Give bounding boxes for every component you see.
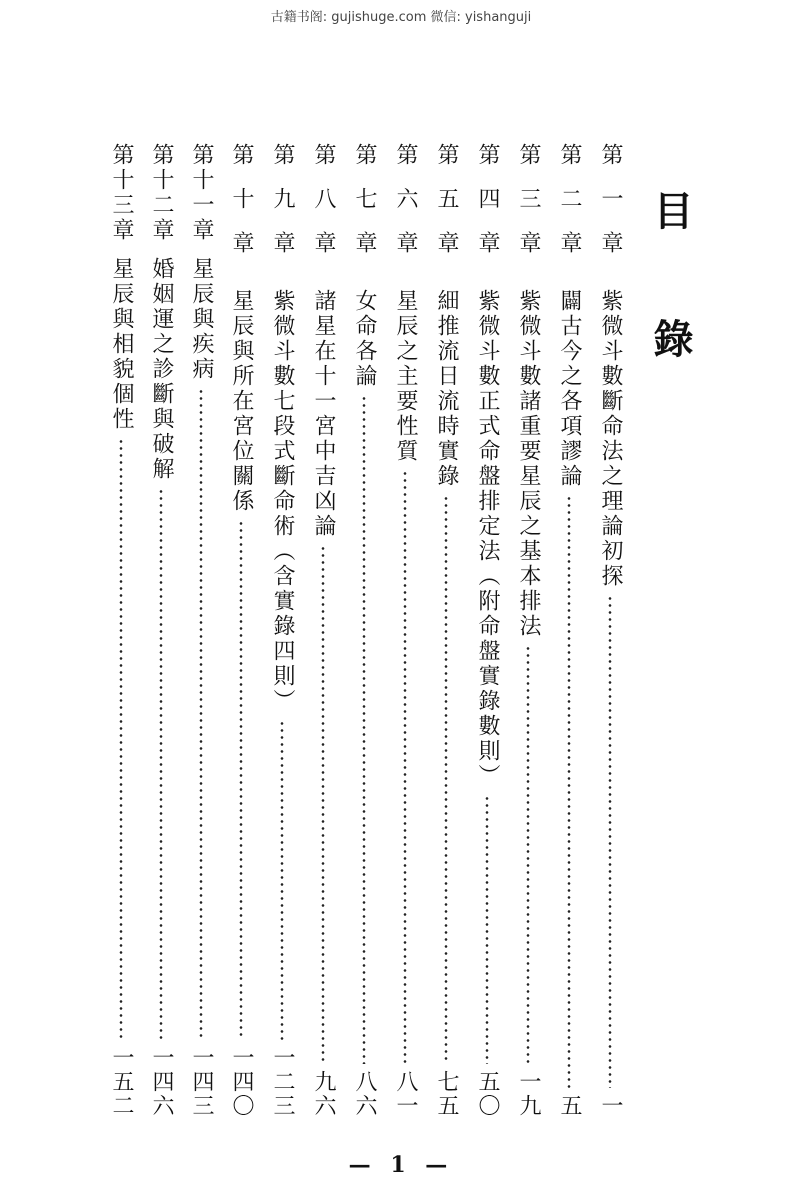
chapter-label: 第四章	[475, 143, 500, 275]
chapter-label: 第五章	[434, 143, 459, 275]
chapter-label: 第十一章	[189, 143, 214, 243]
chapter-title: 星辰之主要性質	[393, 289, 418, 464]
toc-entry	[595, 143, 625, 1118]
page-number: 五〇	[475, 1070, 500, 1118]
chapter-label: 第十章	[229, 143, 254, 275]
chapter-title: 紫微斗數七段式斷命術（含實錄四則）	[270, 289, 295, 714]
chapter-title: 星辰與疾病	[189, 257, 214, 382]
chapter-title: 星辰與相貌個性	[109, 257, 134, 432]
toc-entry	[472, 143, 502, 1118]
dot-leader	[119, 438, 123, 1040]
dot-leader	[608, 595, 612, 1088]
toc-entry	[267, 143, 297, 1118]
chapter-title: 紫微斗數正式命盤排定法（附命盤實錄數則）	[475, 289, 500, 789]
toc-entry	[186, 143, 216, 1118]
page-number: 一五二	[109, 1046, 134, 1118]
dot-leader	[239, 520, 243, 1040]
chapter-title: 諸星在十一宮中吉凶論	[311, 289, 336, 539]
chapter-title: 紫微斗數斷命法之理論初探	[598, 289, 623, 589]
page-number: 五	[557, 1094, 582, 1118]
toc-entry	[554, 143, 584, 1118]
chapter-title: 女命各論	[352, 289, 377, 389]
chapter-label: 第八章	[311, 143, 336, 275]
page-number: 一四三	[189, 1046, 214, 1118]
dot-leader	[199, 388, 203, 1040]
dot-leader	[444, 495, 448, 1064]
chapter-title: 闢古今之各項謬論	[557, 289, 582, 489]
page-number: 一	[598, 1094, 623, 1118]
dot-leader	[403, 470, 407, 1064]
chapter-title: 婚姻運之診斷與破解	[149, 257, 174, 482]
page-number: 七五	[434, 1070, 459, 1118]
toc-entry	[513, 143, 543, 1118]
page-number: 九六	[311, 1070, 336, 1118]
toc-entry	[146, 143, 176, 1118]
dot-leader	[362, 395, 366, 1064]
page-number: 一二三	[270, 1046, 295, 1118]
chapter-label: 第二章	[557, 143, 582, 275]
chapter-title: 星辰與所在宮位關係	[229, 289, 254, 514]
dot-leader	[567, 495, 571, 1088]
page-number: 一九	[516, 1070, 541, 1118]
chapter-title: 細推流日流時實錄	[434, 289, 459, 489]
chapter-label: 第九章	[270, 143, 295, 275]
chapter-label: 第三章	[516, 143, 541, 275]
toc-entry	[106, 143, 136, 1118]
dot-leader	[526, 645, 530, 1064]
dot-leader	[321, 545, 325, 1064]
dot-leader	[159, 488, 163, 1040]
toc-entry	[226, 143, 256, 1118]
chapter-label: 第七章	[352, 143, 377, 275]
page-number: 一四〇	[229, 1046, 254, 1118]
page-number: 一四六	[149, 1046, 174, 1118]
page-number: 八六	[352, 1070, 377, 1118]
toc-heading: 目錄	[647, 190, 694, 446]
toc-entry	[308, 143, 338, 1118]
page-number-footer: — 1 —	[348, 1152, 454, 1178]
dot-leader	[485, 795, 489, 1064]
toc-entry	[431, 143, 461, 1118]
watermark: 古籍书阁: gujishuge.com 微信: yishanguji	[270, 10, 532, 25]
toc-entry	[349, 143, 379, 1118]
toc-entry	[390, 143, 420, 1118]
chapter-label: 第六章	[393, 143, 418, 275]
chapter-label: 第十二章	[149, 143, 174, 243]
chapter-title: 紫微斗數諸重要星辰之基本排法	[516, 289, 541, 639]
dot-leader	[280, 720, 284, 1040]
chapter-label: 第一章	[598, 143, 623, 275]
chapter-label: 第十三章	[109, 143, 134, 243]
page-number: 八一	[393, 1070, 418, 1118]
